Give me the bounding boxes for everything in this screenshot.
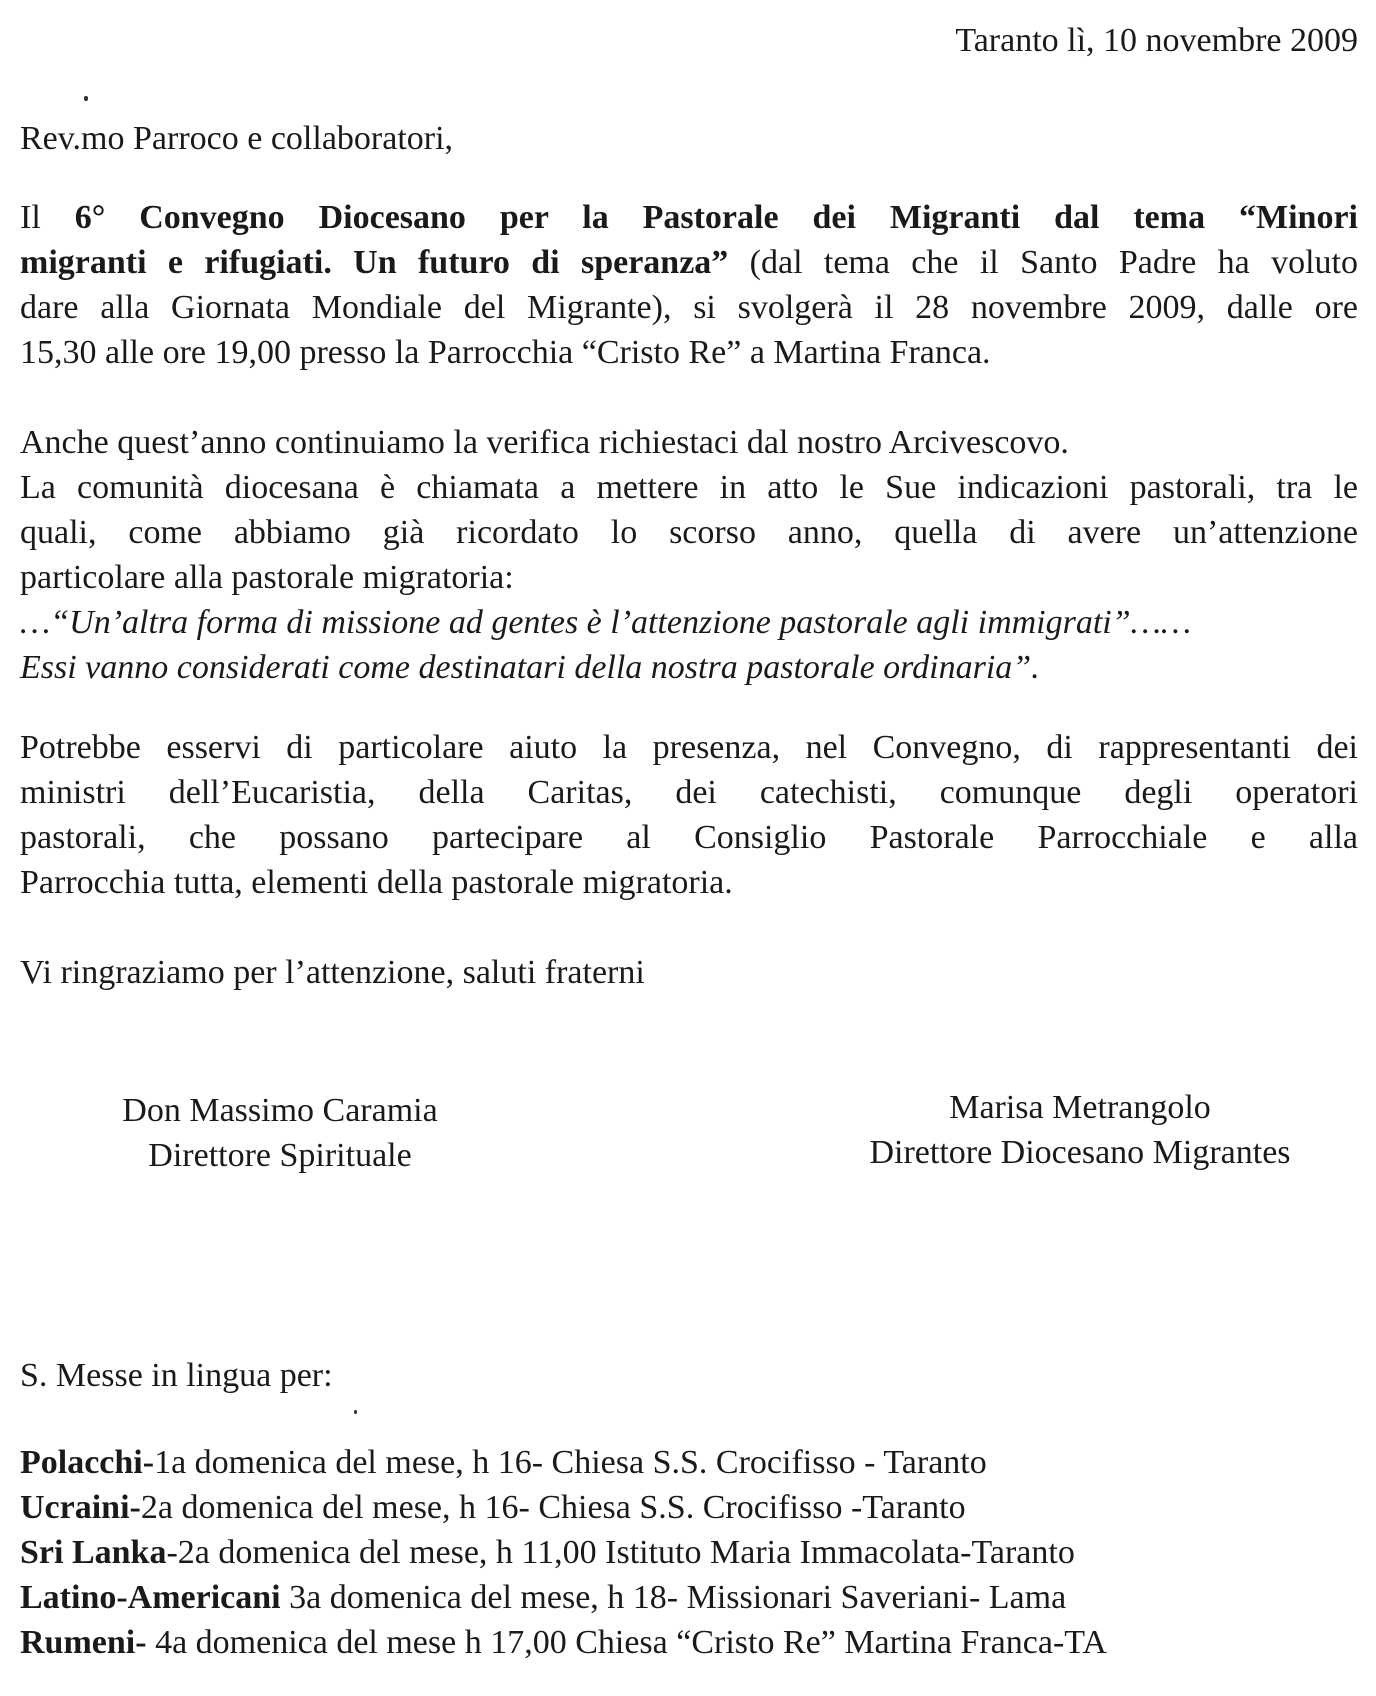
scan-speck bbox=[84, 96, 88, 101]
signatory-name: Marisa Metrangolo bbox=[949, 1089, 1211, 1126]
paragraph-line: particolare alla pastorale migratoria: bbox=[20, 559, 514, 596]
signatory-name: Don Massimo Caramia bbox=[122, 1092, 438, 1129]
paragraph-line: pastorali, che possano partecipare al Consiglio Pastorale Parrocchiale e alla bbox=[20, 819, 1358, 856]
mass-detail: 4a domenica del mese h 17,00 Chiesa “Cristo Re” Martina Franca-TA bbox=[146, 1624, 1107, 1661]
convegno-title: 6° Convegno Diocesano per la Pastorale dei Migranti dal tema “Minori bbox=[74, 199, 1358, 236]
paragraph-line: Potrebbe esservi di particolare aiuto la presenza, nel Convegno, di rappresentanti dei bbox=[20, 729, 1358, 766]
paragraph-presenza bbox=[20, 725, 1358, 905]
letter-date: Taranto lì, 10 novembre 2009 bbox=[955, 22, 1358, 59]
signatory-role: Direttore Diocesano Migrantes bbox=[869, 1134, 1291, 1171]
signature-left bbox=[100, 1088, 460, 1178]
mass-detail: 2a domenica del mese, h 16- Chiesa S.S. Crocifisso -Taranto bbox=[140, 1489, 966, 1526]
mass-detail: 3a domenica del mese, h 18- Missionari Saveriani- Lama bbox=[280, 1579, 1067, 1616]
salutation: Rev.mo Parroco e collaboratori, bbox=[20, 120, 454, 157]
masses-list bbox=[20, 1440, 1107, 1665]
list-item bbox=[20, 1440, 1107, 1485]
mass-detail: 1a domenica del mese, h 16- Chiesa S.S. Crocifisso - Taranto bbox=[154, 1444, 987, 1481]
signatory-role: Direttore Spirituale bbox=[148, 1137, 412, 1174]
community-name: Rumeni- bbox=[20, 1624, 147, 1661]
paragraph-verifica bbox=[20, 420, 1358, 690]
community-name: Latino-Americani bbox=[20, 1579, 281, 1616]
paragraph-line: La comunità diocesana è chiamata a mettere in atto le Sue indicazioni pastorali, tra le bbox=[20, 469, 1358, 506]
paragraph-line: Anche quest’anno continuiamo la verifica richiestaci dal nostro Arcivescovo. bbox=[20, 424, 1069, 461]
closing-line: Vi ringraziamo per l’attenzione, saluti fraterni bbox=[20, 954, 645, 991]
paragraph-line: Il 6° Convegno Diocesano per la Pastorale dei Migranti dal tema “Minori bbox=[20, 199, 1358, 236]
paragraph-line: ministri dell’Eucaristia, della Caritas, dei catechisti, comunque degli operatori bbox=[20, 774, 1358, 811]
paragraph-convegno bbox=[20, 195, 1358, 375]
list-item bbox=[20, 1575, 1107, 1620]
list-item bbox=[20, 1620, 1107, 1665]
letter-page bbox=[20, 0, 1358, 1696]
community-name: Polacchi- bbox=[20, 1444, 155, 1481]
masses-heading: S. Messe in lingua per: bbox=[20, 1357, 333, 1394]
convegno-theme: migranti e rifugiati. Un futuro di speranza” bbox=[20, 244, 729, 281]
community-name: Sri Lanka bbox=[20, 1534, 167, 1571]
community-name: Ucraini- bbox=[20, 1489, 141, 1526]
list-item bbox=[20, 1485, 1107, 1530]
paragraph-line: dare alla Giornata Mondiale del Migrante), si svolgerà il 28 novembre 2009, dalle ore bbox=[20, 289, 1358, 326]
quote-line: …“Un’altra forma di missione ad gentes è l’attenzione pastorale agli immigrati”…… bbox=[20, 604, 1192, 641]
mass-detail: -2a domenica del mese, h 11,00 Istituto Maria Immacolata-Taranto bbox=[166, 1534, 1075, 1571]
quote-line: Essi vanno considerati come destinatari della nostra pastorale ordinaria”. bbox=[20, 649, 1040, 686]
scan-speck bbox=[354, 1410, 357, 1414]
paragraph-line: migranti e rifugiati. Un futuro di speranza” (dal tema che il Santo Padre ha voluto bbox=[20, 244, 1358, 281]
paragraph-line: quali, come abbiamo già ricordato lo scorso anno, quella di avere un’attenzione bbox=[20, 514, 1358, 551]
signature-right bbox=[830, 1085, 1330, 1175]
list-item bbox=[20, 1530, 1107, 1575]
paragraph-line: Parrocchia tutta, elementi della pastorale migratoria. bbox=[20, 864, 733, 901]
paragraph-line: 15,30 alle ore 19,00 presso la Parrocchia “Cristo Re” a Martina Franca. bbox=[20, 334, 991, 371]
